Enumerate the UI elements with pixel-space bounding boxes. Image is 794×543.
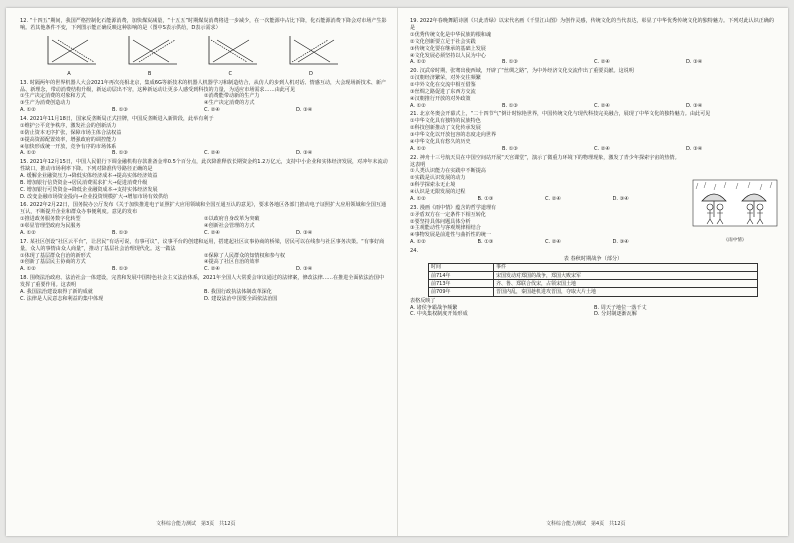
- q24-option-b: B. 周天子地位一落千丈: [594, 304, 647, 311]
- q21-item: ③中华文化以开放包容的态度走向世界: [410, 132, 497, 139]
- q13-item: ②消费能带动新的生产力: [204, 93, 260, 100]
- q20-stem: 20. 汉武帝时期，张骞出使西域，开辟了“丝绸之路”，为中外经济文化交流作出了重要贡献。这说明: [410, 68, 634, 75]
- q17-option-d: D. ③④: [296, 266, 313, 273]
- q22-item: ④认识是无限发展的过程: [410, 189, 466, 196]
- q17-stem: 17. 某社区创设“社区云平台”，让居民“有话可说，有事可议”，议事平台的创建和运用，搭建起社区议事协商的桥梁，居民可以在线参与社区事务决策。“有事好商量，众人的事情由众人商量”，推动了基层社会治理现代化。这一做法: [20, 238, 385, 252]
- q14-stem: 14. 2021年11月18日，国家反垄断局正式挂牌，中国反垄断进入新阶段，此举有利于: [20, 115, 214, 122]
- supply-demand-graph-d-icon: [282, 34, 340, 68]
- q12-label-a: A: [67, 70, 71, 77]
- left-page-footer: 文科综合能力测试 第3页 共12页: [156, 521, 236, 527]
- q22-option-b: B. ①③: [477, 196, 494, 203]
- q19-item: ②文化创新要立足于社会实践: [410, 38, 476, 45]
- umbrella-cartoon-icon: [692, 179, 778, 235]
- table-cell-event: 齐、鲁、郑联合伐宋，占领宋国土地: [494, 280, 758, 288]
- q20-item: ①汉朝经济繁荣，对外交往频繁: [410, 75, 481, 82]
- q12-graphs: [40, 34, 340, 78]
- q24-question: 表格反映了: [410, 297, 436, 304]
- q18-option-b: B. 我国行政执法体制改革深化: [204, 288, 272, 295]
- q12-graph-d: [282, 34, 340, 78]
- q18-option-c: C. 法律是人民意志和利益的集中体现: [20, 295, 104, 302]
- question-16: [20, 202, 388, 237]
- q18-option-d: D. 建设法治中国要全面依法治国: [204, 295, 278, 302]
- exam-spread: [6, 8, 788, 536]
- q13-option-c: C. ②④: [204, 107, 220, 114]
- question-17: [20, 239, 388, 274]
- question-15: [20, 159, 388, 200]
- q16-items: [20, 216, 388, 230]
- q12-graph-a: [40, 34, 98, 78]
- q23-option-b: B. ①③: [477, 239, 494, 246]
- q16-option-a: A. ①②: [20, 230, 36, 237]
- q13-item: ①生产决定消费的对象和方式: [20, 93, 86, 100]
- q15-option-b: B. 增加银行信贷资金→居民消费需求扩大→促进消费升级: [20, 179, 148, 186]
- q13-option-d: D. ③④: [296, 107, 313, 114]
- q17-options: [20, 266, 388, 273]
- q17-items: [20, 253, 388, 267]
- q15-stem: 15. 2021年12月15日，中国人民银行下调金融机构存款准备金率0.5个百分点，此次降准释放长期资金约1.2万亿元，支持中小企业和实体经济发展，对冲年末流动性缺口，推动市场利率下降。下列对降准传导路径正确的是: [20, 159, 388, 173]
- q13-option-a: A. ①②: [20, 107, 36, 114]
- q16-option-b: B. ①③: [112, 230, 128, 237]
- supply-demand-graph-a-icon: [40, 34, 98, 68]
- rain-cartoon: [692, 179, 778, 243]
- q12-label-c: C: [228, 70, 233, 77]
- q23-options: [410, 239, 680, 246]
- q14-option-d: D. ③④: [296, 150, 313, 157]
- q12-stem: 12. “十四五”期间，我国严格控制化石能源消费，加快煤炭减量，“十五五”时期煤炭消费将进一步减少，在一次能源中占比下降，化石能源消费下降会对市场产生影响。若其他条件不变，下列图示能正确反映这种影响的是（图中S表示供给，D表示需求）: [20, 18, 387, 31]
- q13-items: [20, 93, 388, 107]
- q22-item: ①人类认识能力在实践中不断提高: [410, 168, 486, 175]
- q15-option-c: C. 增加银行可贷资金→降低企业融资成本→支持实体经济发展: [20, 186, 158, 193]
- q21-option-c: C. ②④: [594, 145, 610, 152]
- q22-options: [410, 196, 680, 203]
- q23-item: ①矛盾双方在一定条件下相互转化: [410, 211, 486, 218]
- war-table: [428, 256, 758, 297]
- q20-option-c: C. ②④: [594, 102, 610, 109]
- question-13: [20, 80, 388, 115]
- q23-option-c: C. ②④: [545, 239, 561, 246]
- supply-demand-graph-c-icon: [201, 34, 259, 68]
- q17-item: ④提高了社区自治的效率: [204, 259, 260, 266]
- q15-option-a: A. 缓解企业融资压力→降低实体经济成本→提高实体经济效益: [20, 173, 158, 179]
- q19-item: ③传统文化要在继承的基础上发展: [410, 45, 486, 52]
- q14-item: ①维护公平竞争秩序，激发社会的创新活力: [20, 122, 117, 129]
- q16-item: ①推进政务服务数字化转型: [20, 216, 81, 223]
- q16-option-d: D. ③④: [296, 230, 313, 237]
- q13-options: [20, 107, 388, 114]
- question-23: [410, 205, 778, 246]
- q16-options: [20, 230, 388, 237]
- q22-item: ②实践是认识发展的动力: [410, 175, 466, 182]
- supply-demand-graph-b-icon: [121, 34, 179, 68]
- q19-item: ①优秀传统文化是中华民族的根和魂: [410, 31, 491, 38]
- q22-option-d: D. ③④: [612, 196, 629, 203]
- q17-option-a: A. ①②: [20, 266, 36, 273]
- q20-option-d: D. ③④: [686, 102, 703, 109]
- q24-option-c: C. 中央集权制度开始形成: [410, 311, 468, 318]
- table-cell-time: 前714年: [429, 272, 494, 280]
- page-fold: [397, 8, 398, 536]
- table-cell-event: 宋国发动对郑国的战争，郑国大败宋军: [494, 272, 758, 280]
- q16-stem: 16. 2022年2月22日，国务院办公厅发布《关于加快推进电子证照扩大应用领域和全国互通互认的意见》，要求各地区各部门推动电子证照扩大应用领域和全国互通互认，不断提升企业和群众办事便利度。意见的发布: [20, 202, 387, 216]
- q22-item: ③科学探索永无止境: [410, 182, 456, 189]
- q21-item: ④中华文化具有悠久的历史: [410, 139, 471, 145]
- q20-options: [410, 103, 778, 110]
- q21-item: ①中华文化具有独特的民族特色: [410, 118, 481, 125]
- q23-option-d: D. ③④: [612, 239, 629, 246]
- q18-options: [20, 289, 388, 303]
- q13-option-b: B. ①③: [112, 107, 128, 114]
- q19-option-c: C. ②④: [594, 59, 610, 66]
- q24-stem: 24.: [410, 247, 419, 254]
- q18-stem: 18. 围绕法治政府、法治社会一体建设，完善和发展中国特色社会主义法治体系，2021年全国人大常委会审议通过的法律案，修改法律……在推进全面依法治国中发挥了重要作用。这表明: [20, 275, 384, 288]
- q19-option-a: A. ①②: [410, 59, 426, 66]
- q12-label-d: D: [309, 70, 313, 77]
- q21-options: [410, 146, 778, 153]
- table-header-row: [429, 263, 758, 271]
- q13-stem: 13. 时隔两年的世界机器人大会2021年再次亮相北京，集成6G等新技术的机器人机器学习和制造结合，从仿人的步到人机对话、情感互动，大会现场新技术、新产品、新理念，带动消费结构升级，新运动层出不穷，这种新运动让更多人感受到科技的力量，为适应市场需求……由此可见: [20, 79, 387, 93]
- q14-option-b: B. ①③: [112, 150, 128, 157]
- q15-option-d: D. 改变金融市场资金投向→企业投资规模扩大→增加市场有效供给: [20, 193, 169, 200]
- q17-item: ①体现了基层群众自治的新形式: [20, 252, 91, 259]
- q16-item: ②以政府自身改革为突破: [204, 216, 260, 223]
- q14-options: [20, 150, 388, 157]
- q20-option-b: B. ①③: [502, 102, 518, 109]
- q19-option-b: B. ①③: [502, 59, 518, 66]
- q14-item: ④加快形成统一开放，竞争有序的市场体系: [20, 143, 117, 150]
- table-header-event: 事件: [494, 263, 758, 271]
- q23-stem: 23. 漫画《雨中情》蕴含的哲学道理有: [410, 204, 497, 211]
- q23-item: ②要坚持具体问题具体分析: [410, 218, 471, 225]
- q17-item: ②保障了人民群众的知情权和参与权: [204, 252, 285, 259]
- q19-option-d: D. ③④: [686, 59, 703, 66]
- q17-option-c: C. ②④: [204, 266, 220, 273]
- q14-item: ③提高资源配置效率，增强政府的调控能力: [20, 136, 117, 143]
- q12-graph-c: [201, 34, 259, 78]
- q21-option-d: D. ③④: [686, 145, 703, 152]
- q16-option-c: C. ②④: [204, 230, 220, 237]
- right-page-footer: 文科综合能力测试 第4页 共12页: [546, 521, 626, 527]
- q23-item: ④事物发展是前进性与曲折性的统一: [410, 232, 491, 239]
- cartoon-caption: 《雨中情》: [723, 237, 747, 243]
- q13-item: ④生产决定消费的方式: [204, 100, 255, 107]
- table-header-time: 时间: [429, 263, 494, 271]
- q14-option-a: A. ①②: [20, 150, 36, 157]
- table-row: [429, 272, 758, 280]
- q19-options: [410, 59, 778, 66]
- q12-graph-b: [121, 34, 179, 78]
- q21-stem: 21. 北京冬奥会开幕式上，“二十四节气”倒计时惊艳世界，中国传统文化与现代科技完美融合，展现了中华文化的独特魅力。由此可见: [410, 111, 711, 118]
- right-page: [410, 18, 778, 528]
- q19-item: ④文化发展必须坚持以人民为中心: [410, 52, 486, 59]
- q23-text: [410, 205, 680, 246]
- q22-stem: 22. 神舟十三号航天员在中国空间站开展“天宫课堂”，演示了微重力环境下的物理现象，激发了青少年探索宇宙的热情。这表明: [410, 154, 680, 168]
- q21-option-a: A. ①②: [410, 145, 426, 152]
- table-cell-time: 前709年: [429, 288, 494, 296]
- q21-option-b: B. ①③: [502, 145, 518, 152]
- q21-item: ②科技创新推动了文化传承发展: [410, 125, 481, 132]
- table-row: [429, 280, 758, 288]
- q18-option-a: A. 我国法治建设取得了新的成就: [20, 288, 93, 295]
- q23-item: ③主观能动性与客观规律相结合: [410, 225, 481, 232]
- q16-item: ③彰显管理型政府为民服务: [20, 223, 81, 230]
- q17-option-b: B. ①③: [112, 266, 128, 273]
- table-caption: 表 春秋时期战争（部分）: [563, 255, 623, 262]
- table-cell-time: 前713年: [429, 280, 494, 288]
- q13-item: ③生产为消费创造动力: [20, 100, 71, 107]
- question-14: [20, 116, 388, 157]
- q20-item: ④汉朝推行开放的对外政策: [410, 95, 471, 102]
- q20-item: ③丝绸之路促进了东西方交流: [410, 88, 476, 95]
- question-19: [410, 18, 778, 66]
- q20-item: ②中外文化在交流中相互借鉴: [410, 81, 476, 88]
- left-page: [20, 18, 388, 528]
- q23-option-a: A. ①②: [410, 239, 426, 246]
- q20-option-a: A. ①②: [410, 102, 426, 109]
- question-12: [20, 18, 388, 78]
- question-24: [410, 248, 778, 318]
- table-cell-event: 晋国内乱，秦国趁机进攻晋国，夺取大片土地: [494, 288, 758, 296]
- q24-option-d: D. 分封制逐渐瓦解: [594, 311, 637, 318]
- question-18: [20, 275, 388, 303]
- q22-option-a: A. ①②: [410, 196, 426, 203]
- q14-item: ②防止资本无序扩张，保障市场主体合法权益: [20, 129, 122, 136]
- q16-item: ④创新社会管理的方式: [204, 223, 255, 230]
- q24-option-a: A. 诸侯争霸战争频繁: [410, 304, 458, 311]
- q24-options: [410, 305, 778, 319]
- q22-option-c: C. ②④: [545, 196, 561, 203]
- q17-item: ③创新了基层民主协商的方式: [20, 259, 86, 266]
- q14-option-c: C. ②④: [204, 150, 220, 157]
- q12-label-b: B: [147, 70, 152, 77]
- question-21: [410, 111, 778, 152]
- table-row: [429, 288, 758, 296]
- q19-stem: 19. 2022年春晚舞蹈诗剧《只此青绿》以宋代名画《千里江山图》为创作灵感，传统文化的当代表达，彰显了中华优秀传统文化的独特魅力。下列对此认识正确的是: [410, 18, 774, 31]
- q22-text: [410, 155, 680, 203]
- question-20: [410, 68, 778, 109]
